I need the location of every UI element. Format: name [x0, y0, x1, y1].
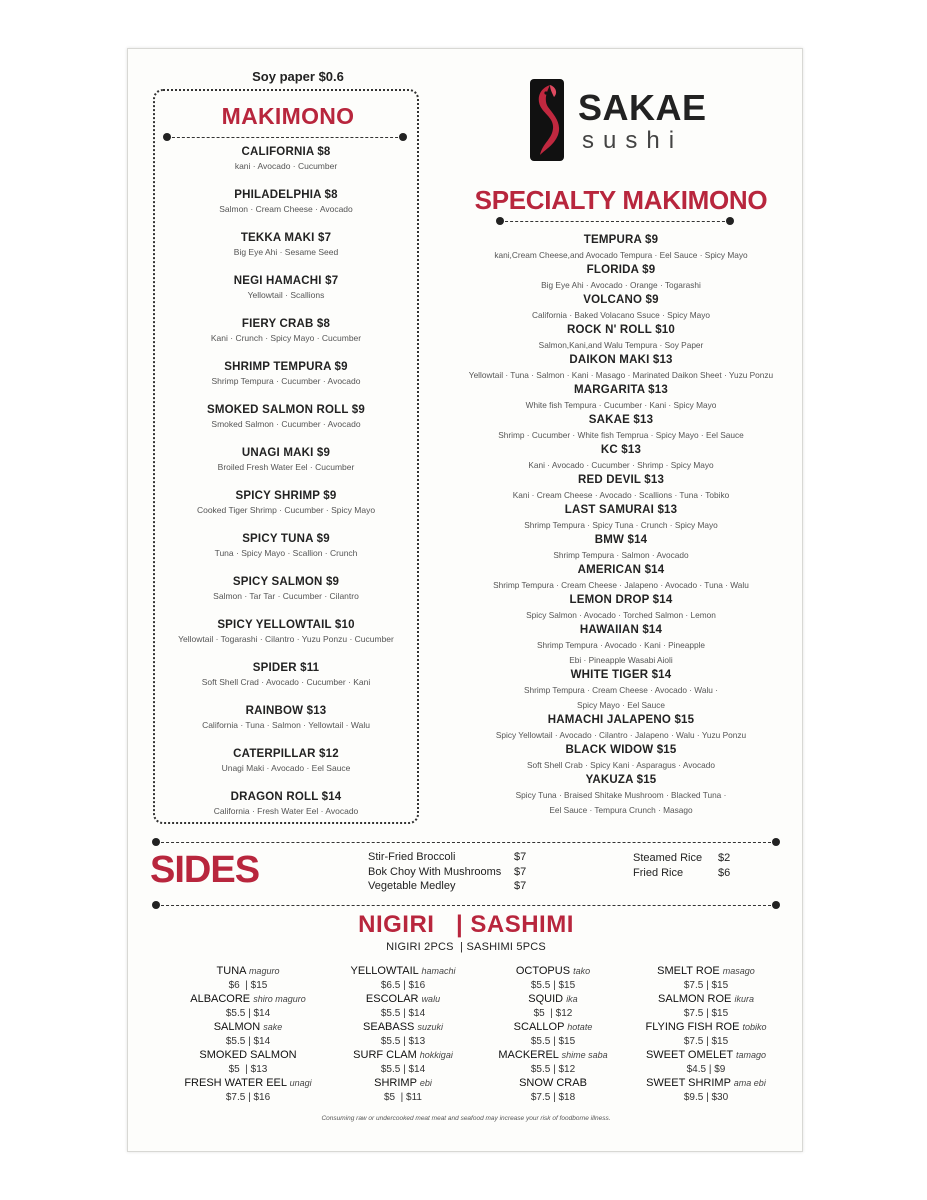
nigiri-name: SCALLOP [513, 1021, 565, 1033]
nigiri-price: $9.5 | $30 [683, 1092, 729, 1103]
divider-dot-icon [152, 901, 160, 909]
divider-dot-icon [152, 838, 160, 846]
nigiri-name-line [328, 1049, 478, 1062]
nigiri-japanese-name: shime saba [561, 1050, 608, 1060]
item-desc: Shrimp Tempura · Cream Cheese · Jalapeno · Avocado · Tuna · Walu [493, 580, 749, 590]
list-item [438, 713, 804, 743]
item-desc: Shrimp Tempura · Spicy Tuna · Crunch · Spicy Mayo [524, 520, 718, 530]
nigiri-column-1 [158, 965, 338, 1105]
brand-name: SAKAE [578, 87, 707, 128]
sides-right-names [633, 851, 713, 880]
item-name: VOLCANO $9 [583, 294, 659, 306]
side-price: $6 [718, 866, 731, 879]
nigiri-name: ESCOLAR [365, 993, 419, 1005]
nigiri-price: $5.5 | $15 [530, 1036, 576, 1047]
nigiri-name: ALBACORE [190, 993, 251, 1005]
item-desc: kani · Avocado · Cucumber [234, 161, 338, 171]
sides-left-prices [514, 850, 544, 894]
nigiri-name: SMELT ROE [657, 965, 720, 977]
item-name: SPICY TUNA $9 [242, 533, 330, 545]
item-desc: Spicy Mayo · Eel Sauce [576, 700, 666, 710]
nigiri-japanese-name: hokkigai [419, 1050, 453, 1060]
item-desc: Soft Shell Crab · Spicy Kani · Asparagus · Avocado [526, 760, 715, 770]
nigiri-item [616, 1077, 796, 1105]
soy-paper-note: Soy paper $0.6 [252, 69, 344, 84]
nigiri-name: SHRIMP [374, 1077, 417, 1089]
list-item [155, 317, 417, 360]
item-name: HAWAIIAN $14 [579, 624, 663, 636]
nigiri-price: $5.5 | $14 [380, 1008, 426, 1019]
item-desc: California · Baked Volacano Ssuce · Spicy Mayo [531, 310, 710, 320]
list-item [438, 533, 804, 563]
side-price: $2 [718, 852, 731, 864]
nigiri-name-line [328, 993, 478, 1006]
list-item [155, 403, 417, 446]
nigiri-name-line [158, 1021, 338, 1034]
nigiri-price: $5.5 | $13 [380, 1036, 426, 1047]
item-name: FLORIDA $9 [586, 264, 656, 276]
nigiri-japanese-name: suzuki [417, 1022, 443, 1032]
nigiri-name: SWEET SHRIMP [646, 1077, 731, 1089]
nigiri-name-line [478, 965, 628, 978]
item-desc: Salmon · Tar Tar · Cucumber · Cilantro [213, 591, 359, 601]
nigiri-name-line [158, 965, 338, 978]
item-name: NEGI HAMACHI $7 [233, 275, 339, 287]
item-desc: Shrimp Tempura · Avocado · Kani · Pineapple [536, 640, 706, 650]
nigiri-name-line [158, 993, 338, 1006]
side-name: Fried Rice [633, 866, 684, 879]
item-name: ROCK N' ROLL $10 [567, 324, 675, 336]
list-item [155, 489, 417, 532]
specialty-list [438, 233, 804, 818]
makimono-divider [167, 137, 403, 138]
nigiri-japanese-name: shiro maguro [253, 994, 306, 1004]
nigiri-price: $5 | $12 [533, 1008, 573, 1019]
item-desc: Big Eye Ahi · Sesame Seed [233, 247, 339, 257]
item-desc: Shrimp Tempura · Cream Cheese · Avocado · Walu · [524, 685, 718, 695]
nigiri-japanese-name: tamago [736, 1050, 767, 1060]
item-name: SPICY YELLOWTAIL $10 [217, 619, 355, 631]
list-item [155, 532, 417, 575]
item-desc: Shrimp · Cucumber · White fish Temprua · Spicy Mayo · Eel Sauce [498, 430, 744, 440]
item-desc: Spicy Tuna · Braised Shitake Mushroom · Blacked Tuna · [515, 790, 727, 800]
nigiri-japanese-name: tako [573, 966, 591, 976]
item-desc: Yellowtail · Scallions [247, 290, 325, 300]
nigiri-name-line [158, 1049, 338, 1062]
divider-dot-icon [399, 133, 407, 141]
nigiri-name-line [328, 1077, 478, 1090]
item-name: LEMON DROP $14 [569, 594, 673, 606]
list-item [438, 323, 804, 353]
list-item [155, 704, 417, 747]
nigiri-item [478, 965, 628, 993]
nigiri-column-3 [478, 965, 628, 1105]
list-item [155, 790, 417, 833]
makimono-section [153, 89, 419, 824]
nigiri-item [158, 1021, 338, 1049]
nigiri-item [616, 993, 796, 1021]
side-name: Stir-Fried Broccoli [368, 851, 456, 863]
item-desc: White fish Tempura · Cucumber · Kani · Spicy Mayo [525, 400, 717, 410]
item-desc: Unagi Maki · Avocado · Eel Sauce [221, 763, 351, 773]
nigiri-name-line [616, 1021, 796, 1034]
nigiri-japanese-name: hamachi [421, 966, 456, 976]
nigiri-name-line [616, 993, 796, 1006]
nigiri-name-line [478, 1021, 628, 1034]
nigiri-price: $5.5 | $12 [530, 1064, 576, 1075]
list-item [155, 747, 417, 790]
item-name: BMW $14 [594, 534, 648, 546]
list-item [438, 263, 804, 293]
list-item [438, 353, 804, 383]
nigiri-column-4 [616, 965, 796, 1105]
item-desc: Tuna · Spicy Mayo · Scallion · Crunch [214, 548, 358, 558]
nigiri-japanese-name: walu [421, 994, 441, 1004]
list-item [155, 618, 417, 661]
nigiri-japanese-name: sake [263, 1022, 283, 1032]
item-name: SMOKED SALMON ROLL $9 [207, 404, 365, 416]
item-name: MARGARITA $13 [574, 384, 668, 396]
nigiri-name-line [478, 1049, 628, 1062]
sides-left-names [368, 850, 528, 894]
makimono-title: MAKIMONO [221, 103, 355, 129]
item-name: KC $13 [600, 444, 642, 456]
nigiri-name: FRESH WATER EEL [184, 1077, 287, 1089]
nigiri-item [158, 993, 338, 1021]
item-name: DRAGON ROLL $14 [230, 791, 342, 803]
side-price: $7 [514, 851, 527, 863]
list-item [438, 593, 804, 623]
item-name: SPIDER $11 [252, 662, 320, 674]
makimono-list [155, 145, 417, 833]
nigiri-price: $7.5 | $15 [683, 980, 729, 991]
item-name: SHRIMP TEMPURA $9 [224, 361, 348, 373]
nigiri-name: OCTOPUS [515, 965, 571, 977]
list-item [438, 383, 804, 413]
list-item [155, 446, 417, 489]
nigiri-price: $5 | $13 [228, 1064, 268, 1075]
item-name: RED DEVIL $13 [577, 474, 665, 486]
list-item [438, 743, 804, 773]
divider-dot-icon [496, 217, 504, 225]
item-name: LAST SAMURAI $13 [564, 504, 678, 516]
nigiri-subtitle: NIGIRI 2PCS | SASHIMI 5PCS [386, 941, 546, 953]
item-name: SAKAE $13 [588, 414, 654, 426]
divider-dot-icon [163, 133, 171, 141]
item-desc: Spicy Yellowtail · Avocado · Cilantro · Jalapeno · Walu · Yuzu Ponzu [495, 730, 747, 740]
koi-fish-icon [530, 79, 564, 161]
nigiri-name: SALMON [213, 1021, 261, 1033]
nigiri-price: $5.5 | $14 [380, 1064, 426, 1075]
nigiri-name-line [478, 993, 628, 1006]
item-desc: Kani · Cream Cheese · Avocado · Scallions · Tuna · Tobiko [512, 490, 730, 500]
list-item [155, 661, 417, 704]
list-item [438, 623, 804, 668]
item-name: FIERY CRAB $8 [241, 318, 331, 330]
nigiri-price: $7.5 | $15 [683, 1008, 729, 1019]
item-desc: Yellowtail · Tuna · Salmon · Kani · Masago · Marinated Daikon Sheet · Yuzu Ponzu [468, 370, 774, 380]
item-desc: Cooked Tiger Shrimp · Cucumber · Spicy Mayo [196, 505, 376, 515]
list-item [155, 360, 417, 403]
list-item [155, 188, 417, 231]
nigiri-name: SURF CLAM [353, 1049, 417, 1061]
list-item [438, 668, 804, 713]
sides-top-divider [156, 842, 776, 843]
nigiri-price: $6 | $15 [228, 980, 268, 991]
item-name: TEMPURA $9 [583, 234, 659, 246]
sides-bottom-divider [156, 905, 776, 906]
nigiri-item [478, 1021, 628, 1049]
item-name: AMERICAN $14 [577, 564, 665, 576]
nigiri-item [328, 1049, 478, 1077]
sides-title: SIDES [150, 849, 260, 891]
nigiri-name-line [616, 1077, 796, 1090]
list-item [438, 473, 804, 503]
nigiri-name: SNOW CRAB [519, 1077, 587, 1089]
list-item [438, 773, 804, 818]
item-desc: Kani · Crunch · Spicy Mayo · Cucumber [210, 333, 362, 343]
divider-dot-icon [772, 901, 780, 909]
nigiri-japanese-name: ika [566, 994, 578, 1004]
nigiri-japanese-name: maguro [248, 966, 280, 976]
nigiri-name: SALMON ROE [658, 993, 732, 1005]
item-desc: Big Eye Ahi · Avocado · Orange · Togarashi [541, 280, 701, 290]
nigiri-price: $5.5 | $14 [225, 1036, 271, 1047]
nigiri-name-line [158, 1077, 338, 1090]
nigiri-item [328, 1021, 478, 1049]
nigiri-name-line [616, 965, 796, 978]
nigiri-price: $7.5 | $18 [530, 1092, 576, 1103]
side-name: Vegetable Medley [368, 880, 456, 892]
item-desc: California · Tuna · Salmon · Yellowtail · Walu [202, 720, 370, 730]
nigiri-item [616, 1049, 796, 1077]
sakae-logo [530, 79, 730, 163]
item-desc: Kani · Avocado · Cucumber · Shrimp · Spicy Mayo [528, 460, 714, 470]
nigiri-item [158, 1049, 338, 1077]
item-desc: Shrimp Tempura · Salmon · Avocado [553, 550, 689, 560]
nigiri-item [616, 965, 796, 993]
item-desc: kani,Cream Cheese,and Avocado Tempura · Eel Sauce · Spicy Mayo [494, 250, 748, 260]
list-item [155, 575, 417, 618]
item-name: PHILADELPHIA $8 [234, 189, 338, 201]
item-name: YAKUZA $15 [585, 774, 657, 786]
item-name: DAIKON MAKI $13 [569, 354, 673, 366]
nigiri-item [616, 1021, 796, 1049]
nigiri-name-line [616, 1049, 796, 1062]
nigiri-item [328, 993, 478, 1021]
nigiri-column-2 [328, 965, 478, 1105]
nigiri-name: SMOKED SALMON [199, 1049, 297, 1061]
sides-right-prices [718, 851, 748, 880]
divider-dot-icon [772, 838, 780, 846]
item-name: WHITE TIGER $14 [570, 669, 672, 681]
nigiri-japanese-name: tobiko [742, 1022, 767, 1032]
side-price: $7 [514, 880, 527, 892]
nigiri-title: NIGIRI | SASHIMI [358, 911, 574, 938]
item-desc: Smoked Salmon · Cucumber · Avocado [211, 419, 361, 429]
nigiri-japanese-name: hotate [567, 1022, 593, 1032]
nigiri-name: MACKEREL [498, 1049, 559, 1061]
nigiri-japanese-name: ama ebi [733, 1078, 766, 1088]
specialty-divider [500, 221, 730, 222]
nigiri-price: $5.5 | $15 [530, 980, 576, 991]
item-name: CATERPILLAR $12 [233, 748, 339, 760]
item-desc: Ebi · Pineapple Wasabi Aioli [569, 655, 673, 665]
brand-sub: sushi [582, 127, 684, 154]
nigiri-name: TUNA [216, 965, 246, 977]
item-name: BLACK WIDOW $15 [565, 744, 677, 756]
item-name: CALIFORNIA $8 [241, 146, 331, 158]
nigiri-japanese-name: unagi [289, 1078, 312, 1088]
specialty-title: SPECIALTY MAKIMONO [474, 185, 768, 215]
item-name: RAINBOW $13 [245, 705, 327, 717]
item-name: SPICY SALMON $9 [232, 576, 340, 588]
list-item [155, 145, 417, 188]
nigiri-name-line [328, 965, 478, 978]
list-item [438, 293, 804, 323]
nigiri-price: $4.5 | $9 [686, 1064, 726, 1075]
disclaimer: Consuming raw or undercooked meat meat and seafood may increase your risk of foodborne illness. [321, 1115, 611, 1122]
nigiri-name-line [478, 1077, 628, 1090]
list-item [155, 231, 417, 274]
side-name: Bok Choy With Mushrooms [368, 865, 502, 878]
item-desc: Yellowtail · Togarashi · Cilantro · Yuzu Ponzu · Cucumber [178, 634, 394, 644]
nigiri-name: YELLOWTAIL [350, 965, 419, 977]
nigiri-item [478, 1077, 628, 1105]
item-desc: Broiled Fresh Water Eel · Cucumber [217, 462, 355, 472]
nigiri-name: SQUID [528, 993, 564, 1005]
item-desc: Spicy Salmon · Avocado · Torched Salmon · Lemon [526, 610, 716, 620]
nigiri-japanese-name: ebi [419, 1078, 432, 1088]
nigiri-price: $5 | $11 [384, 1092, 422, 1103]
item-desc: Shrimp Tempura · Cucumber · Avocado [211, 376, 361, 386]
item-desc: Salmon,Kani,and Walu Tempura · Soy Paper [538, 340, 704, 350]
nigiri-price: $6.5 | $16 [380, 980, 426, 991]
list-item [438, 563, 804, 593]
item-name: HAMACHI JALAPENO $15 [547, 714, 695, 726]
nigiri-price: $7.5 | $16 [225, 1092, 271, 1103]
item-desc: Salmon · Cream Cheese · Avocado [219, 204, 353, 214]
item-desc: Eel Sauce · Tempura Crunch · Masago [549, 805, 693, 815]
nigiri-item [478, 993, 628, 1021]
list-item [438, 233, 804, 263]
item-name: UNAGI MAKI $9 [241, 447, 331, 459]
item-name: TEKKA MAKI $7 [240, 232, 332, 244]
nigiri-price: $7.5 | $15 [683, 1036, 729, 1047]
item-name: SPICY SHRIMP $9 [235, 490, 337, 502]
side-name: Steamed Rice [633, 852, 703, 864]
nigiri-name: SEABASS [363, 1021, 415, 1033]
nigiri-name-line [328, 1021, 478, 1034]
nigiri-name: SWEET OMELET [645, 1049, 733, 1061]
divider-dot-icon [726, 217, 734, 225]
list-item [438, 413, 804, 443]
nigiri-item [478, 1049, 628, 1077]
menu-sheet [127, 48, 803, 1152]
list-item [438, 503, 804, 533]
nigiri-item [158, 1077, 338, 1105]
list-item [438, 443, 804, 473]
list-item [155, 274, 417, 317]
nigiri-name: FLYING FISH ROE [645, 1021, 740, 1033]
nigiri-japanese-name: ikura [734, 994, 754, 1004]
nigiri-price: $5.5 | $14 [225, 1008, 271, 1019]
nigiri-japanese-name: masago [722, 966, 755, 976]
nigiri-item [328, 1077, 478, 1105]
item-desc: California · Fresh Water Eel · Avocado [213, 806, 359, 816]
item-desc: Soft Shell Crad · Avocado · Cucumber · Kani [201, 677, 371, 687]
nigiri-item [328, 965, 478, 993]
nigiri-item [158, 965, 338, 993]
side-price: $7 [514, 865, 527, 878]
